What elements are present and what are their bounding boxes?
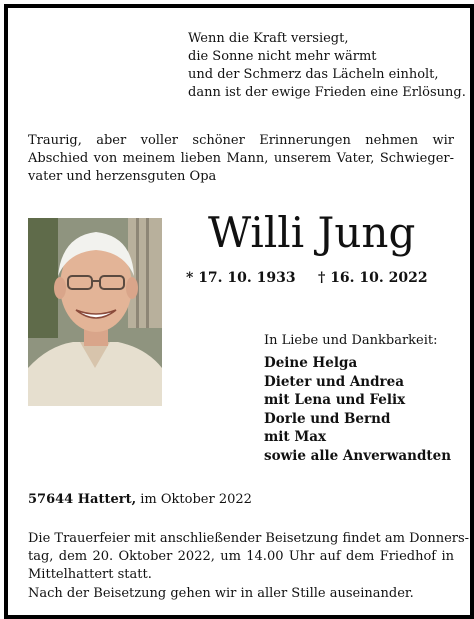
portrait-photo — [28, 218, 162, 406]
place-date-line — [28, 492, 252, 507]
mourners-names — [264, 354, 451, 465]
poem-line: und der Schmerz das Lächeln einholt, — [188, 67, 439, 82]
funeral-line: tag, dem 20. Oktober 2022, um 14.00 Uhr auf dem Friedhof in — [28, 549, 454, 564]
mourner-name: mit Max — [264, 429, 327, 445]
intro-line: vater und herzensguten Opa — [28, 169, 217, 184]
place-location: 57644 Hattert, — [28, 492, 137, 507]
funeral-line: Die Trauerfeier mit anschließender Beisetzung findet am Donners- — [28, 531, 470, 546]
intro-line: Abschied von meinem lieben Mann, unserem Vater, Schwieger- — [28, 151, 454, 166]
funeral-info — [28, 530, 470, 584]
death-date: † 16. 10. 2022 — [318, 270, 428, 286]
mourner-name: sowie alle Anverwandten — [264, 447, 452, 464]
mourner-name: Deine Helga — [264, 355, 358, 371]
obituary-notice — [4, 4, 474, 619]
mourner-name: mit Lena und Felix — [264, 392, 406, 408]
portrait-illustration — [28, 218, 162, 406]
mourner-name: Dieter und Andrea — [264, 373, 405, 390]
life-dates — [186, 270, 428, 286]
poem-line: Wenn die Kraft versiegt, — [188, 31, 349, 46]
mourner-name: Dorle und Bernd — [264, 410, 391, 427]
deceased-name: Willi Jung — [208, 208, 416, 257]
birth-date: * 17. 10. 1933 — [186, 270, 296, 286]
funeral-line: Mittelhattert statt. — [28, 567, 152, 582]
intro-text — [28, 132, 454, 186]
poem-line: die Sonne nicht mehr wärmt — [188, 49, 377, 64]
mourners-block — [264, 332, 451, 465]
place-date: im Oktober 2022 — [136, 492, 252, 507]
mourners-lead: In Liebe und Dankbarkeit: — [264, 333, 438, 348]
closing-note: Nach der Beisetzung gehen wir in aller Stille auseinander. — [28, 586, 414, 601]
poem — [188, 30, 466, 102]
poem-line: dann ist der ewige Frieden eine Erlösung. — [188, 85, 466, 100]
intro-line: Traurig, aber voller schöner Erinnerungen nehmen wir — [28, 133, 454, 148]
